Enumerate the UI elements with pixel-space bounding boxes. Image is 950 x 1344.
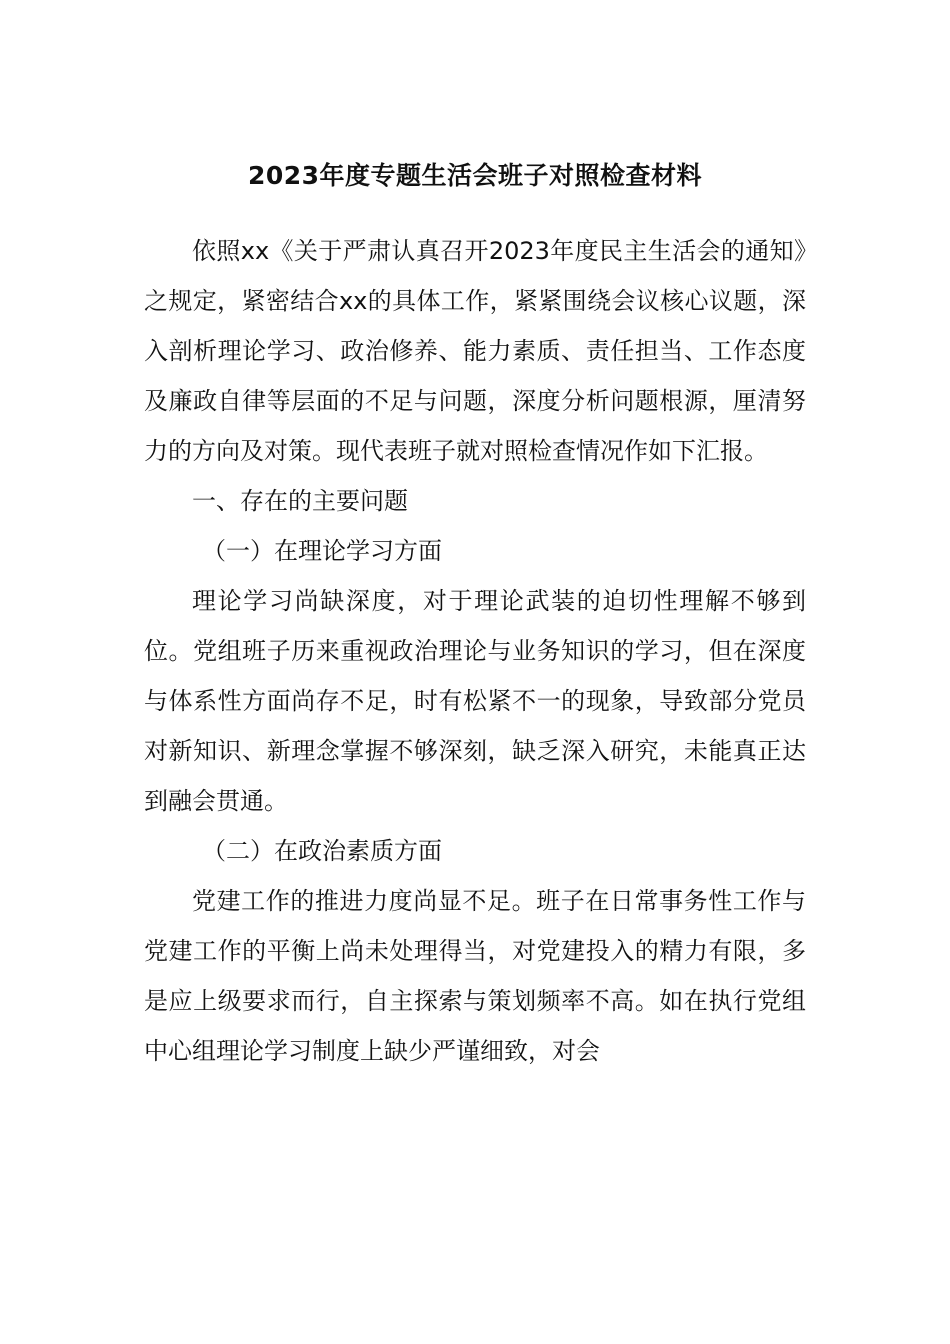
section-heading-main-problems: 一、存在的主要问题 [192,487,408,515]
document-body [144,226,806,1076]
subsection-heading-political-quality: （二）在政治素质方面 [202,837,442,865]
subsection-heading-theory-study: （一）在理论学习方面 [202,537,442,565]
intro-paragraph: 依照xx《关于严肃认真召开2023年度民主生活会的通知》之规定，紧密结合xx的具体工作，紧紧围绕会议核心议题，深入剖析理论学习、政治修养、能力素质、责任担当、工作态度及廉政自律等层面的不足与问题，深度分析问题根源，厘清努力的方向及对策。现代表班子就对照检查情况作如下汇报。 [144,237,806,465]
document-title: 2023年度专题生活会班子对照检查材料 [247,161,703,190]
political-quality-paragraph: 党建工作的推进力度尚显不足。班子在日常事务性工作与党建工作的平衡上尚未处理得当，对党建投入的精力有限，多是应上级要求而行，自主探索与策划频率不高。如在执行党组中心组理论学习制度上缺少严谨细致，对会 [144,887,806,1065]
theory-study-paragraph: 理论学习尚缺深度，对于理论武装的迫切性理解不够到位。党组班子历来重视政治理论与业务知识的学习，但在深度与体系性方面尚存不足，时有松紧不一的现象，导致部分党员对新知识、新理念掌握不够深刻，缺乏深入研究，未能真正达到融会贯通。 [144,587,806,815]
